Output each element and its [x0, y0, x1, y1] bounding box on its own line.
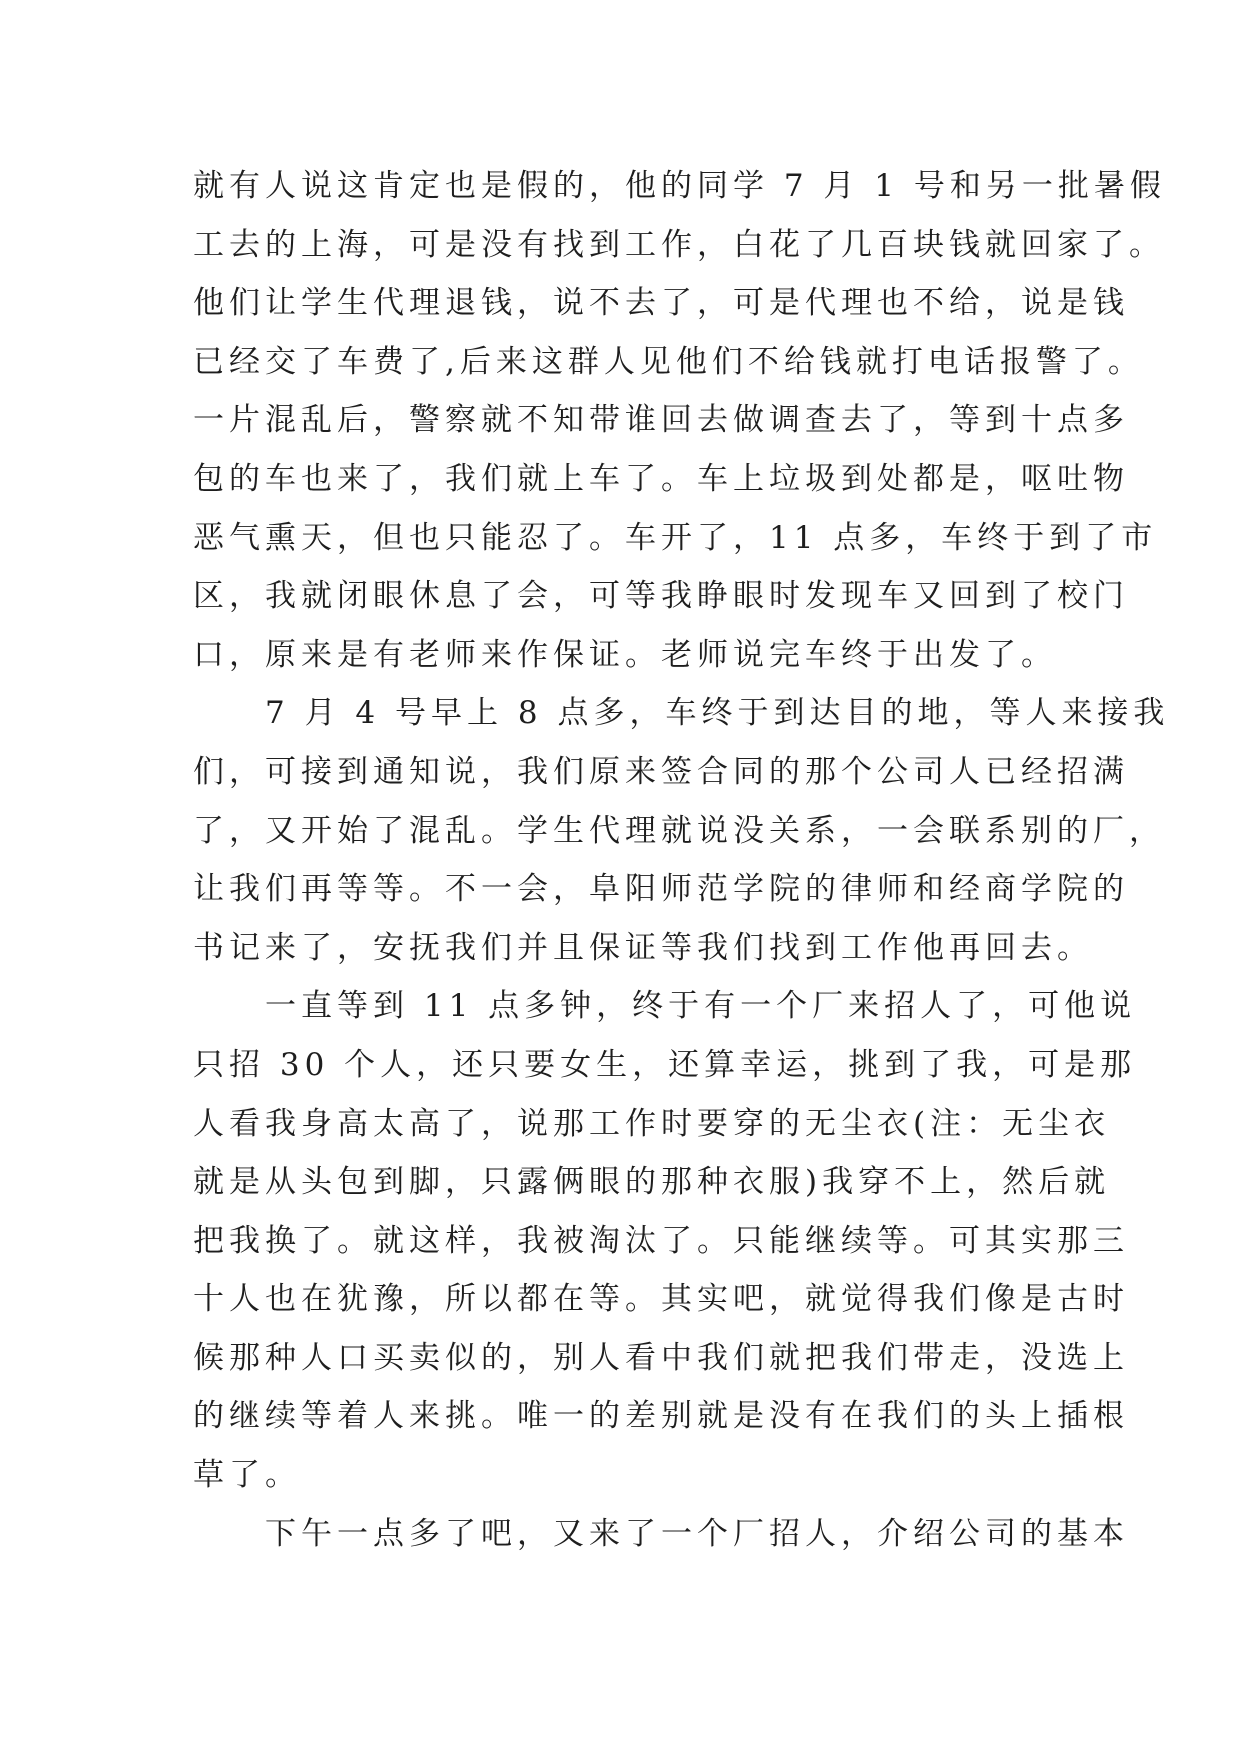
text-line: 只招 30 个人，还只要女生，还算幸运，挑到了我，可是那: [193, 1046, 1137, 1083]
body-text: [193, 157, 1170, 1563]
text-line: 十人也在犹豫，所以都在等。其实吧，就觉得我们像是古时: [193, 1281, 1129, 1318]
text-line: 工去的上海，可是没有找到工作，白花了几百块钱就回家了。: [193, 226, 1165, 263]
text-line: 书记来了，安抚我们并且保证等我们找到工作他再回去。: [193, 929, 1093, 966]
text-line: 口，原来是有老师来作保证。老师说完车终于出发了。: [193, 636, 1057, 673]
text-line: 把我换了。就这样，我被淘汰了。只能继续等。可其实那三: [193, 1222, 1129, 1259]
text-line: 让我们再等等。不一会，阜阳师范学院的律师和经商学院的: [193, 871, 1129, 908]
text-line: 已经交了车费了,后来这群人见他们不给钱就打电话报警了。: [193, 343, 1144, 380]
text-line: 人看我身高太高了，说那工作时要穿的无尘衣(注：无尘衣: [193, 1105, 1111, 1142]
text-line: 了，又开始了混乱。学生代理就说没关系，一会联系别的厂，: [193, 812, 1165, 849]
text-line: 包的车也来了，我们就上车了。车上垃圾到处都是，呕吐物: [193, 460, 1129, 497]
text-line: 就有人说这肯定也是假的，他的同学 7 月 1 号和另一批暑假: [193, 168, 1166, 204]
text-line: 一直等到 11 点多钟，终于有一个厂来招人了，可他说: [265, 988, 1137, 1025]
text-line: 7 月 4 号早上 8 点多，车终于到达目的地，等人来接我: [265, 695, 1170, 732]
text-line: 们，可接到通知说，我们原来签合同的那个公司人已经招满: [193, 753, 1129, 790]
text-line: 候那种人口买卖似的，别人看中我们就把我们带走，没选上: [193, 1339, 1129, 1376]
text-line: 区，我就闭眼休息了会，可等我睁眼时发现车又回到了校门: [193, 578, 1129, 615]
text-line: 一片混乱后，警察就不知带谁回去做调查去了，等到十点多: [193, 402, 1129, 439]
text-line: 就是从头包到脚，只露俩眼的那种衣服)我穿不上，然后就: [193, 1164, 1111, 1201]
text-line: 恶气熏天，但也只能忍了。车开了，11 点多，车终于到了市: [193, 519, 1158, 556]
text-line: 下午一点多了吧，又来了一个厂招人，介绍公司的基本: [265, 1515, 1129, 1552]
text-line: 的继续等着人来挑。唯一的差别就是没有在我们的头上插根: [193, 1398, 1129, 1435]
text-line: 草了。: [193, 1457, 301, 1494]
text-line: 他们让学生代理退钱，说不去了，可是代理也不给，说是钱: [193, 285, 1129, 322]
